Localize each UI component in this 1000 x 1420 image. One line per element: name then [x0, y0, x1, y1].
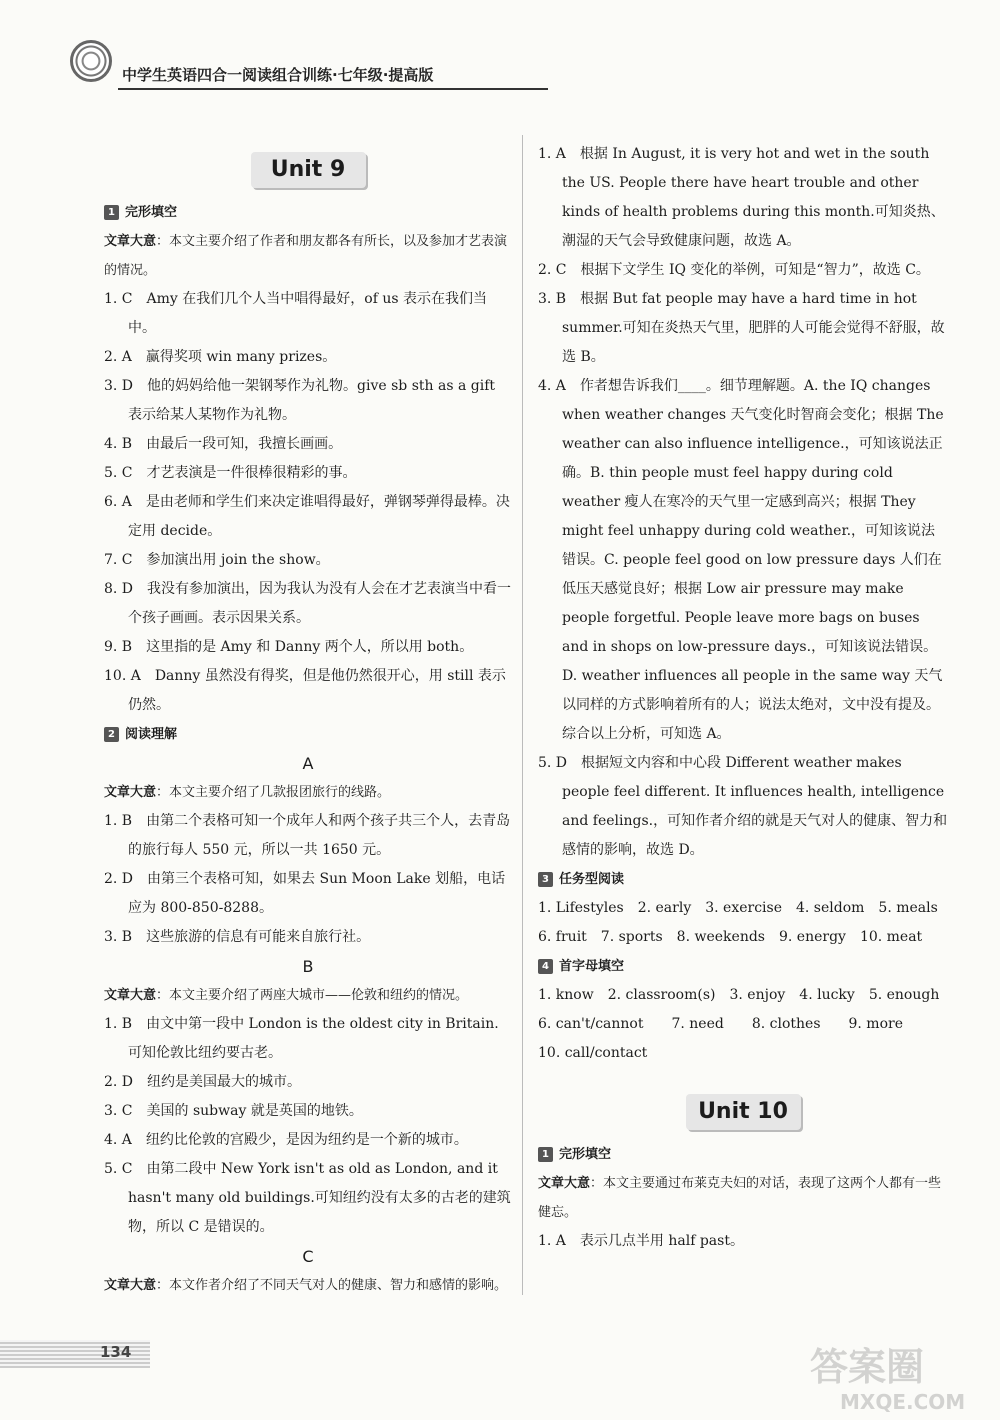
answer-item: 1. B 由第二个表格可知一个成年人和两个孩子共三个人，去青岛的旅行每人 550 元，所以一共 1650 元。 [104, 813, 511, 858]
answer-item: 5. C 才艺表演是一件很棒很精彩的事。 [104, 465, 357, 481]
answer-item: 1. C Amy 在我们几个人当中唱得最好，of us 表示在我们当中。 [104, 291, 487, 336]
answer-item: 2. D 由第三个表格可知，如果去 Sun Moon Lake 划船，电话应为 800-850-8288。 [104, 871, 506, 916]
column-divider [522, 135, 523, 1295]
reading-heading: 2 阅读理解 [104, 720, 512, 749]
section-number-icon: 1 [104, 205, 119, 220]
answer-item: 10. A Danny 虽然没有得奖，但是他仍然很开心，用 still 表示仍然。 [104, 668, 506, 713]
task-reading-answers: 6. fruit 7. sports 8. weekends 9. energy 10. meat [538, 929, 923, 945]
answer-item: 2. A 赢得奖项 win many prizes。 [104, 349, 337, 365]
watermark-logo [800, 1335, 995, 1415]
passage-a-letter: A [302, 754, 314, 773]
initial-letter-answers: 1. know 2. classroom(s) 3. enjoy 4. lucky 5. enough [538, 987, 940, 1003]
cloze-heading: 1 完形填空 [104, 198, 512, 227]
answer-item: 7. C 参加演出用 join the show。 [104, 552, 330, 568]
section-number-icon: 4 [538, 959, 553, 974]
initial-letter-answers: 6. can't/cannot 7. need 8. clothes 9. more [538, 1016, 903, 1032]
answer-item: 2. C 根据下文学生 IQ 变化的举例，可知是“智力”，故选 C。 [538, 262, 930, 278]
answer-item: 4. A 纽约比伦敦的宫殿少，是因为纽约是一个新的城市。 [104, 1132, 468, 1148]
answer-item: 6. A 是由老师和学生们来决定谁唱得最好，弹钢琴弹得最棒。决定用 decide。 [104, 494, 510, 539]
answer-item: 4. A 作者想告诉我们____。细节理解题。A. the IQ changes when weather changes 天气变化时智商会变化；根据 The weather can also influence intelligence.，可知该说法正确。B. thin people must feel happy during cold weather 瘦人在寒冷的天气里一定感到高兴；根据 They might feel unhappy during cold weather.，可知该说法错误。C. people feel good on low pressure days 人们在低压天感觉良好；根据 Low air pressure may make people forgetful. People leave more bags on buses and in shops on low-pressure days.，可知该说法错误。D. weather influences all people in the same way 天气以同样的方式影响着所有的人；说法太绝对，文中没有提及。综合以上分析，可知选 A。 [538, 378, 944, 742]
unit10-cloze-summary: 文章大意：本文主要通过布莱克夫妇的对话，表现了这两个人都有一些健忘。 [538, 1176, 942, 1220]
unit-9-title: Unit 9 [251, 152, 366, 188]
answer-item: 1. A 根据 In August, it is very hot and wet in the south the US. People there have heart trouble and other kinds of health problems during this month.可知炎热、潮湿的天气会导致健康问题，故选 A。 [538, 146, 945, 249]
unit-10-title: Unit 10 [686, 1094, 801, 1130]
left-column [104, 140, 512, 1300]
initial-letter-heading: 4 首字母填空 [538, 952, 948, 981]
task-reading-heading: 3 任务型阅读 [538, 865, 948, 894]
watermark-text: 答案圈 [810, 1345, 925, 1389]
section-number-icon: 3 [538, 872, 553, 887]
answer-item: 4. B 由最后一段可知，我擅长画画。 [104, 436, 343, 452]
passage-b-letter: B [302, 957, 314, 976]
answer-item: 9. B 这里指的是 Amy 和 Danny 两个人，所以用 both。 [104, 639, 474, 655]
answer-item: 1. B 由文中第一段中 London is the oldest city in Britain.可知伦敦比纽约要古老。 [104, 1016, 499, 1061]
section-number-icon: 1 [538, 1147, 553, 1162]
passage-b-summary: 文章大意：本文主要介绍了两座大城市——伦敦和纽约的情况。 [104, 988, 469, 1003]
section-number-icon: 2 [104, 727, 119, 742]
answer-item: 3. C 美国的 subway 就是英国的地铁。 [104, 1103, 363, 1119]
watermark-url: MXQE.COM [840, 1390, 966, 1414]
answer-item: 3. B 根据 But fat people may have a hard time in hot summer.可知在炎热天气里，肥胖的人可能会觉得不舒服，故选 B。 [538, 291, 945, 365]
answer-item: 2. D 纽约是美国最大的城市。 [104, 1074, 302, 1090]
cloze-answers [104, 285, 512, 720]
task-reading-answers: 1. Lifestyles 2. early 3. exercise 4. seldom 5. meals [538, 900, 938, 916]
book-title: 中学生英语四合一阅读组合训练·七年级·提高版 [122, 66, 434, 84]
answer-item: 1. A 表示几点半用 half past。 [538, 1233, 744, 1249]
answer-item: 3. B 这些旅游的信息有可能来自旅行社。 [104, 929, 371, 945]
page-number: 134 [100, 1343, 132, 1361]
right-column [538, 140, 948, 1256]
passage-a-summary: 文章大意：本文主要介绍了几款报团旅行的线路。 [104, 785, 391, 800]
answer-item: 3. D 他的妈妈给他一架钢琴作为礼物。give sb sth as a gift 表示给某人某物作为礼物。 [104, 378, 496, 423]
cloze-summary: 文章大意：本文主要介绍了作者和朋友都各有所长，以及参加才艺表演的情况。 [104, 234, 508, 278]
passage-c-summary: 文章大意：本文作者介绍了不同天气对人的健康、智力和感情的影响。 [104, 1278, 508, 1293]
answer-item: 5. C 由第二段中 New York isn't as old as London, and it hasn't many old buildings.可知纽约没有太多的古老的建筑物，所以 C 是错误的。 [104, 1161, 511, 1235]
answer-item: 5. D 根据短文内容和中心段 Different weather makes people feel different. It influences health, intelligence and feelings.，可知作者介绍的就是天气对人的健康、智力和感情的影响，故选 D。 [538, 755, 948, 858]
book-logo-icon [70, 40, 112, 82]
passage-c-letter: C [302, 1247, 314, 1266]
initial-letter-answers: 10. call/contact [538, 1045, 648, 1061]
unit10-cloze-heading: 1 完形填空 [538, 1140, 948, 1169]
answer-item: 8. D 我没有参加演出，因为我认为没有人会在才艺表演当中看一个孩子画画。表示因果关系。 [104, 581, 512, 626]
page-header [62, 14, 502, 94]
